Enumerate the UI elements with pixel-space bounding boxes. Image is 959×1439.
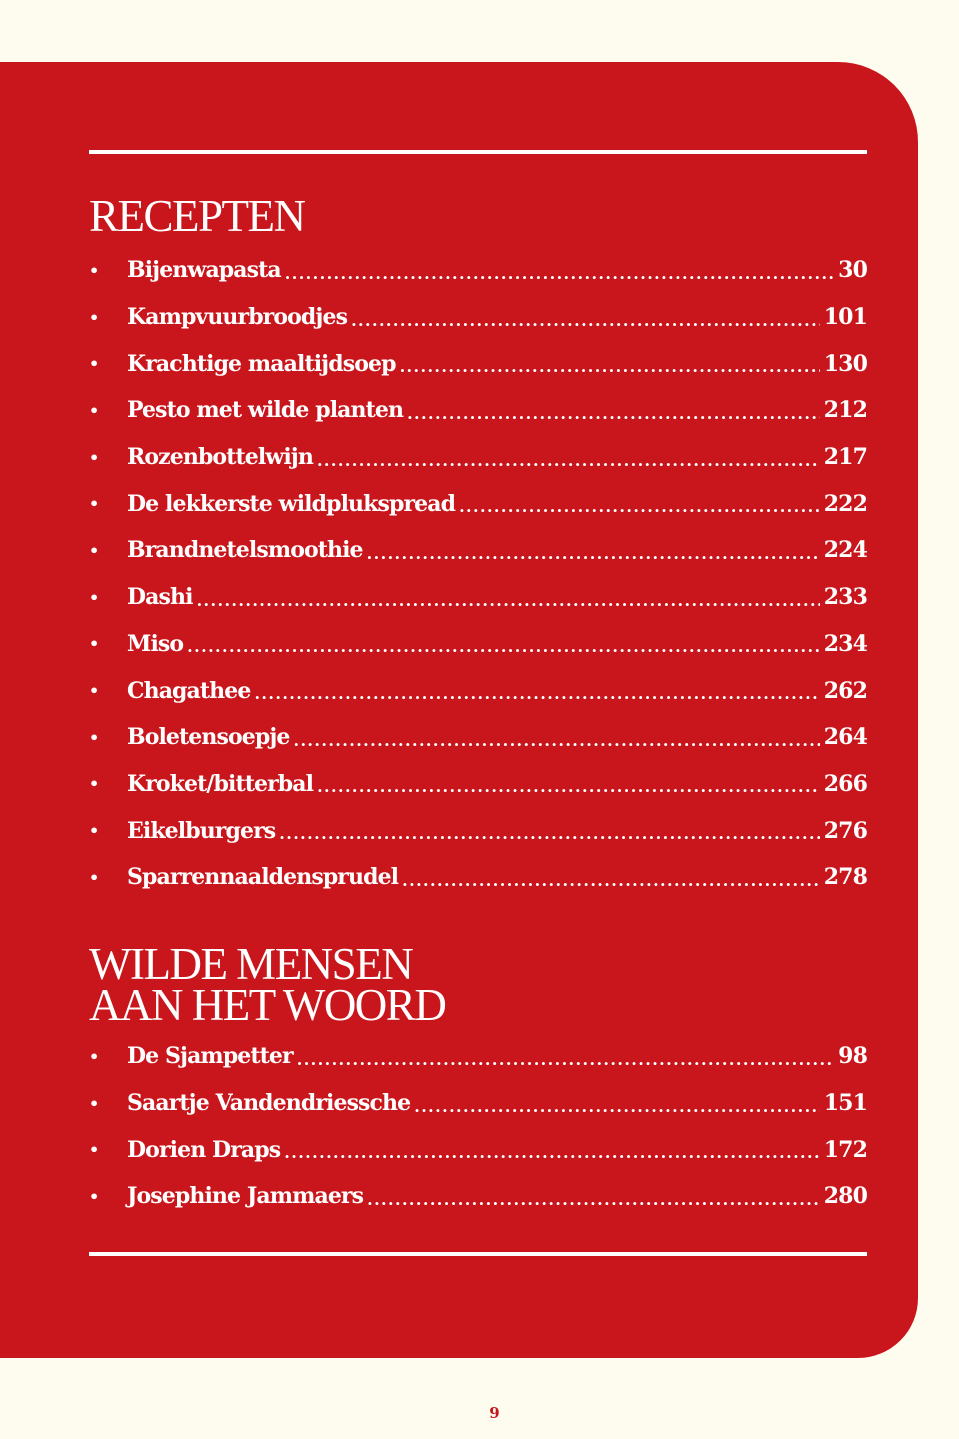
- page-number: 151: [823, 1090, 867, 1117]
- toc-entry[interactable]: [89, 807, 867, 854]
- page-number: 276: [823, 817, 867, 844]
- dot-leader: [279, 818, 820, 843]
- bullet-icon: •: [89, 587, 99, 607]
- toc-entry[interactable]: [89, 574, 867, 621]
- dot-leader: [293, 725, 819, 750]
- dot-leader: [414, 1091, 820, 1116]
- bullet-icon: •: [89, 307, 99, 327]
- toc-entry[interactable]: [89, 434, 867, 481]
- toc-entry[interactable]: [89, 340, 867, 387]
- page-number: 278: [823, 864, 867, 891]
- toc-entry[interactable]: [89, 1126, 867, 1173]
- entry-title: Bijenwapasta: [127, 257, 281, 284]
- toc-entry[interactable]: [89, 1080, 867, 1127]
- bottom-divider: [89, 1252, 867, 1256]
- bullet-icon: •: [89, 494, 99, 514]
- bullet-icon: •: [89, 447, 99, 467]
- bullet-icon: •: [89, 634, 99, 654]
- wilde-mensen-list: [89, 1033, 867, 1220]
- top-divider: [89, 150, 867, 154]
- entry-title: Kampvuurbroodjes: [127, 304, 348, 331]
- page-number: 217: [823, 444, 867, 471]
- dot-leader: [407, 398, 820, 423]
- bullet-icon: •: [89, 1046, 99, 1066]
- recepten-list: [89, 247, 867, 901]
- section-title-wilde-mensen: WILDE MENSEN AAN HET WOORD: [89, 939, 446, 1030]
- bullet-icon: •: [89, 681, 99, 701]
- entry-title: Chagathee: [127, 677, 251, 704]
- dot-leader: [285, 258, 834, 283]
- page-number: 30: [838, 257, 867, 284]
- toc-entry[interactable]: [89, 247, 867, 294]
- bullet-icon: •: [89, 867, 99, 887]
- toc-entry[interactable]: [89, 294, 867, 341]
- page-folio: 9: [489, 1404, 500, 1422]
- entry-title: Brandnetelsmoothie: [127, 537, 363, 564]
- entry-title: De lekkerste wildplukspread: [127, 490, 456, 517]
- section-title-recepten: RECEPTEN: [89, 191, 305, 241]
- toc-entry[interactable]: [89, 621, 867, 668]
- page-number: 266: [823, 770, 867, 797]
- bullet-icon: •: [89, 1186, 99, 1206]
- toc-entry[interactable]: [89, 1033, 867, 1080]
- page-number: 222: [823, 490, 867, 517]
- toc-entry[interactable]: [89, 1173, 867, 1220]
- entry-title: Sparrennaaldensprudel: [127, 864, 399, 891]
- toc-entry[interactable]: [89, 387, 867, 434]
- dot-leader: [317, 445, 820, 470]
- dot-leader: [197, 585, 820, 610]
- toc-entry[interactable]: [89, 527, 867, 574]
- page-number: 130: [823, 350, 867, 377]
- toc-entry[interactable]: [89, 714, 867, 761]
- dot-leader: [367, 1184, 820, 1209]
- entry-title: Boletensoepje: [127, 724, 290, 751]
- page-number: 224: [823, 537, 867, 564]
- entry-title: Saartje Vandendriessche: [127, 1090, 411, 1117]
- dot-leader: [187, 631, 820, 656]
- dot-leader: [402, 865, 820, 890]
- toc-entry[interactable]: [89, 761, 867, 808]
- dot-leader: [351, 305, 820, 330]
- page-number: 234: [823, 630, 867, 657]
- entry-title: Krachtige maaltijdsoep: [127, 350, 396, 377]
- dot-leader: [254, 678, 819, 703]
- bullet-icon: •: [89, 727, 99, 747]
- entry-title: Rozenbottelwijn: [127, 444, 313, 471]
- bullet-icon: •: [89, 400, 99, 420]
- dot-leader: [367, 538, 820, 563]
- toc-entry[interactable]: [89, 480, 867, 527]
- entry-title: Dorien Draps: [127, 1136, 281, 1163]
- bullet-icon: •: [89, 1093, 99, 1113]
- dot-leader: [400, 351, 820, 376]
- dot-leader: [459, 491, 820, 516]
- page-number: 212: [823, 397, 867, 424]
- entry-title: De Sjampetter: [127, 1043, 293, 1070]
- toc-entry[interactable]: [89, 854, 867, 901]
- entry-title: Josephine Jammaers: [127, 1183, 364, 1210]
- bullet-icon: •: [89, 260, 99, 280]
- toc-entry[interactable]: [89, 667, 867, 714]
- page-number: 172: [823, 1136, 867, 1163]
- bullet-icon: •: [89, 1140, 99, 1160]
- bullet-icon: •: [89, 354, 99, 374]
- page-number: 280: [823, 1183, 867, 1210]
- page-number: 101: [823, 304, 867, 331]
- dot-leader: [284, 1137, 820, 1162]
- dot-leader: [317, 771, 820, 796]
- entry-title: Dashi: [127, 584, 193, 611]
- dot-leader: [297, 1044, 834, 1069]
- bullet-icon: •: [89, 774, 99, 794]
- bullet-icon: •: [89, 821, 99, 841]
- page-number: 233: [823, 584, 867, 611]
- page-number: 264: [823, 724, 867, 751]
- page-number: 262: [823, 677, 867, 704]
- bullet-icon: •: [89, 540, 99, 560]
- entry-title: Kroket/bitterbal: [127, 770, 314, 797]
- entry-title: Pesto met wilde planten: [127, 397, 404, 424]
- entry-title: Eikelburgers: [127, 817, 276, 844]
- entry-title: Miso: [127, 630, 184, 657]
- page-number: 98: [838, 1043, 867, 1070]
